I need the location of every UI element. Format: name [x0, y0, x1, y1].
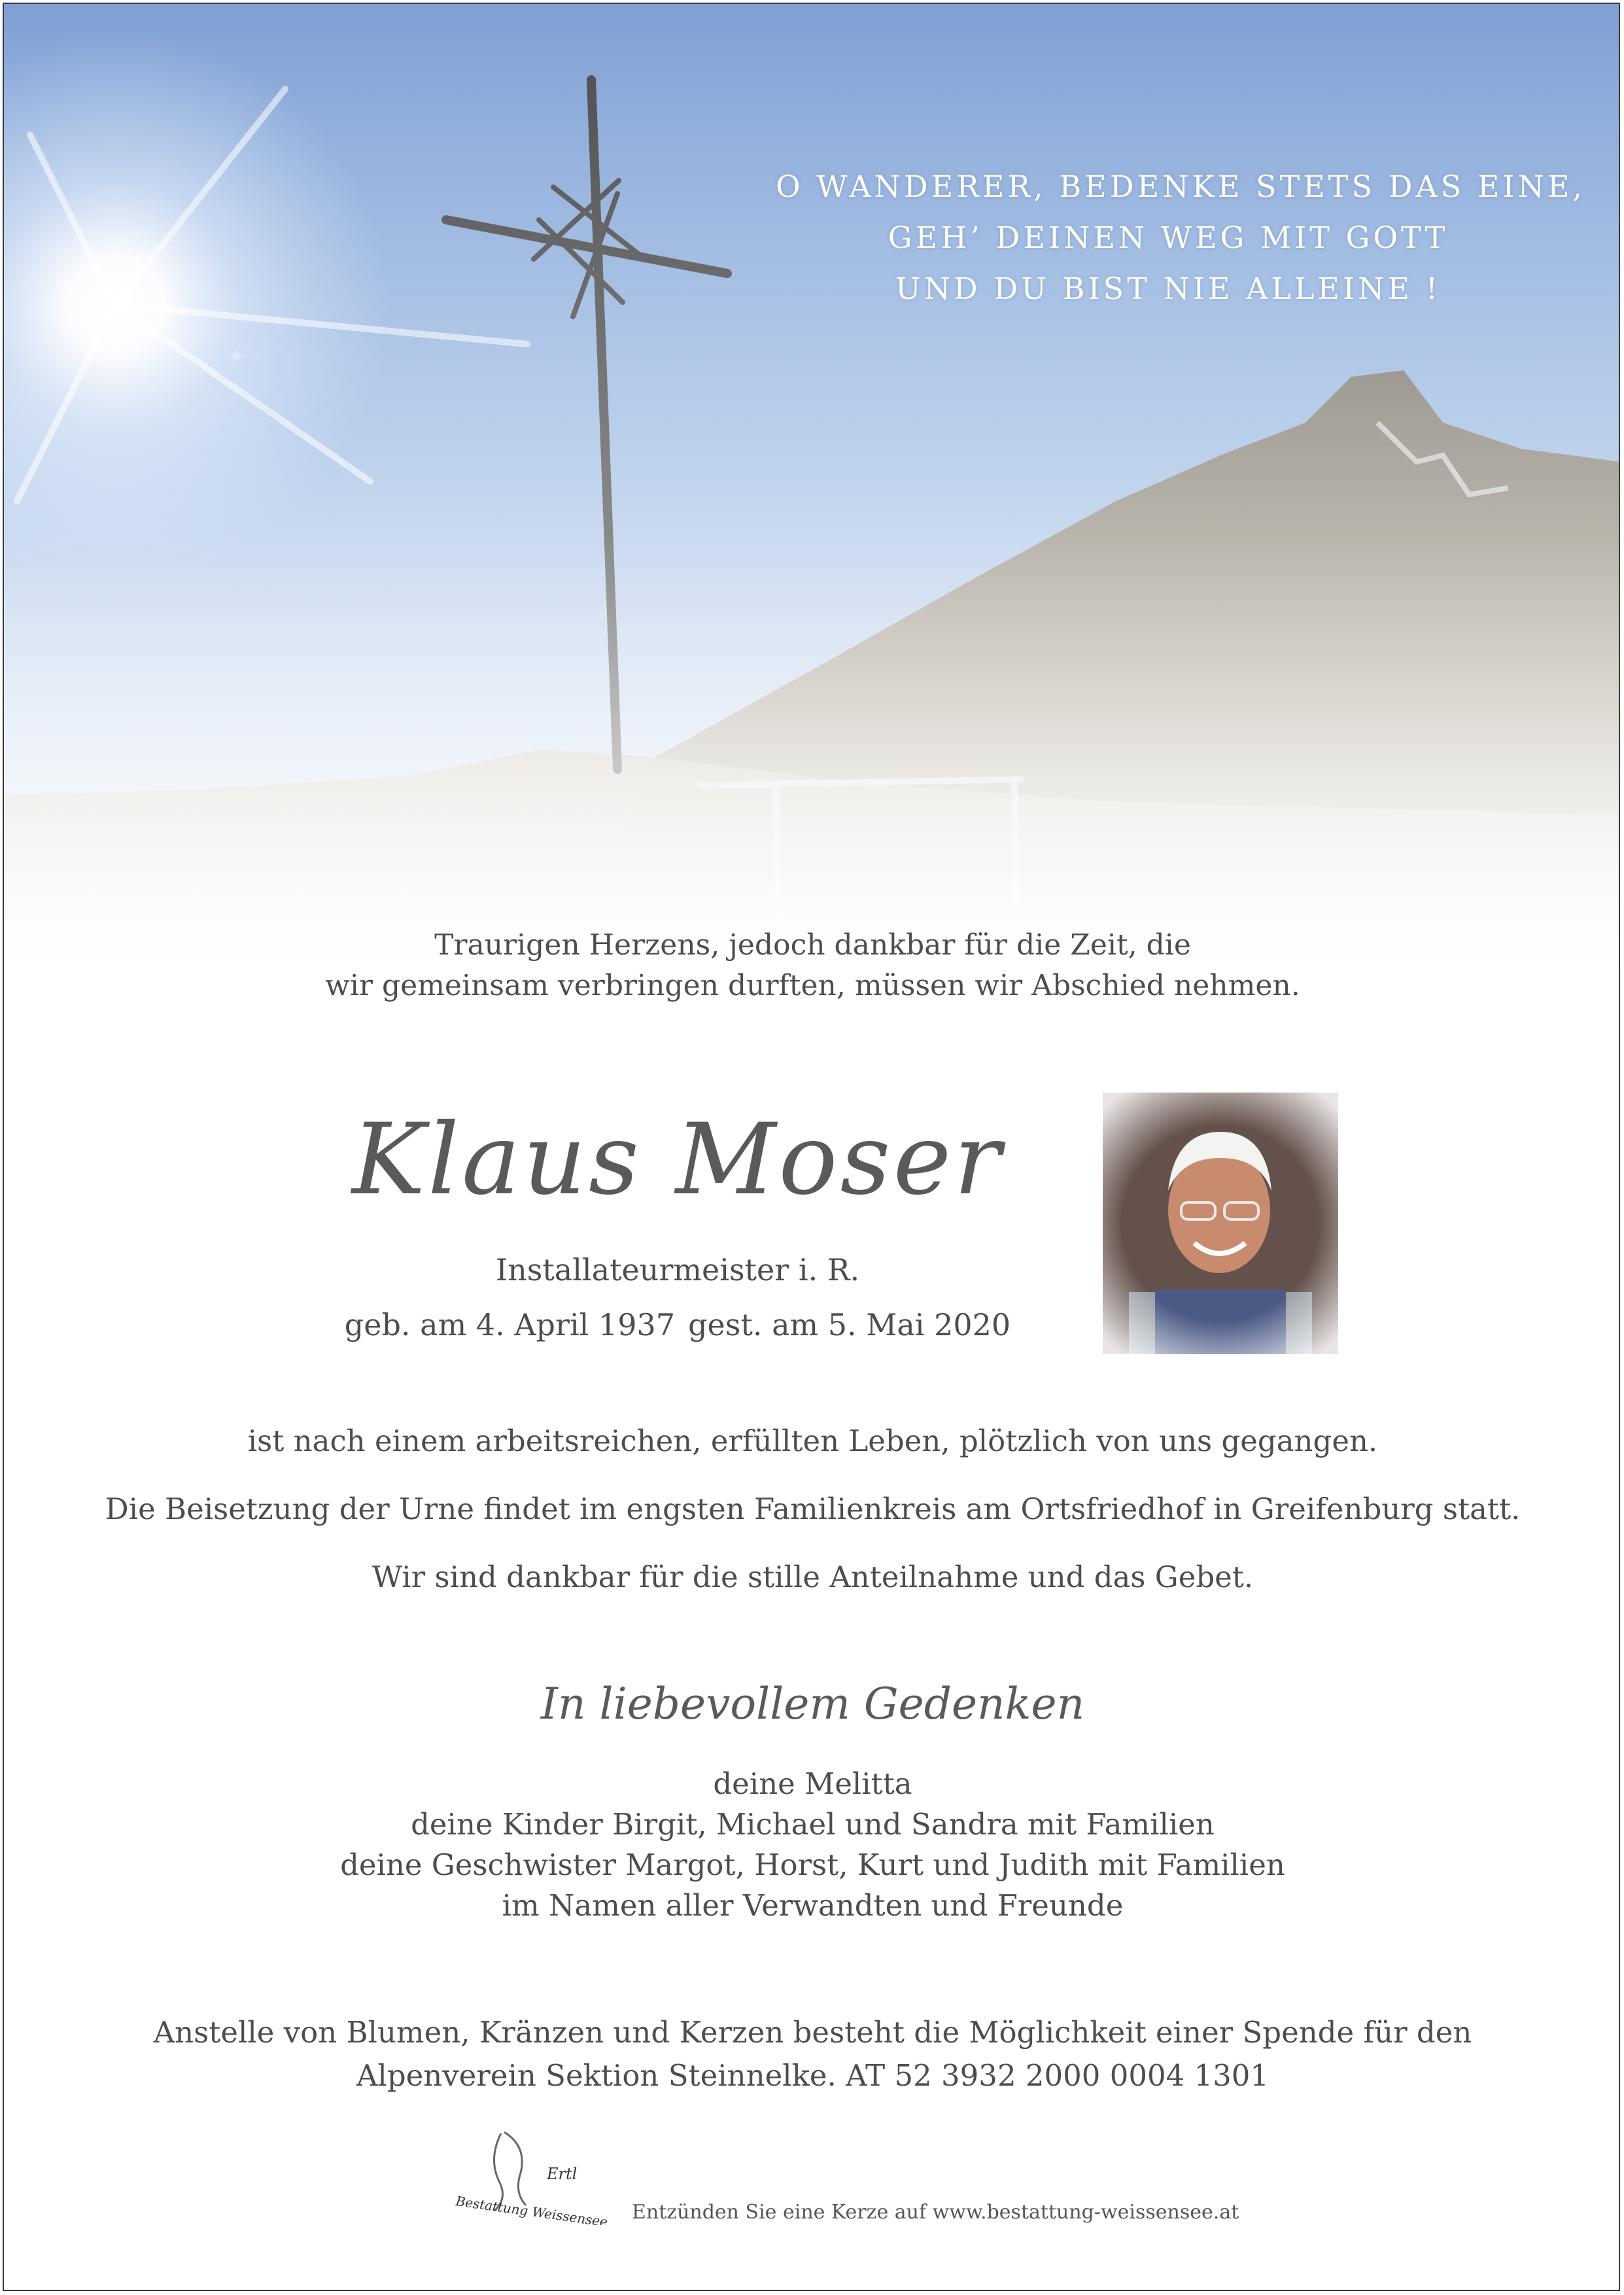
- deceased-profession: Installateurmeister i. R.: [495, 1252, 860, 1288]
- logo-brand-name: Bestattung Weissensee: [455, 2193, 609, 2225]
- life-dates: [292, 1307, 1063, 1342]
- donation-line: Alpenverein Sektion Steinnelke. AT 52 3932 2000 0004 1301: [356, 2058, 1270, 2093]
- deceased-name: Klaus Moser: [351, 1103, 1004, 1217]
- family-line: deine Melitta: [713, 1766, 912, 1801]
- donation-note: [4, 2011, 1620, 2097]
- memory-heading: In liebevollem Gedenken: [540, 1679, 1085, 1729]
- donation-line: Anstelle von Blumen, Kränzen und Kerzen besteht die Möglichkeit einer Spende für den: [153, 2015, 1472, 2050]
- quote-line: UND DU BIST NIE ALLEINE !: [895, 271, 1442, 306]
- family-line: deine Kinder Birgit, Michael und Sandra mit Familien: [411, 1807, 1215, 1842]
- quote-line: GEH’ DEINEN WEG MIT GOTT: [888, 220, 1449, 255]
- announcement-line: ist nach einem arbeitsreichen, erfüllten Leben, plötzlich von uns gegangen.: [247, 1424, 1378, 1458]
- hero-quote: [776, 161, 1586, 314]
- intro-text: [4, 925, 1620, 1006]
- candle-link-note: Entzünden Sie eine Kerze auf www.bestattung-weissensee.at: [632, 2201, 1239, 2224]
- announcement-line: Die Beisetzung der Urne findet im engsten Familienkreis am Ortsfriedhof in Greifenburg statt.: [105, 1492, 1521, 1526]
- family-line: deine Geschwister Margot, Horst, Kurt und Judith mit Familien: [340, 1848, 1285, 1882]
- birth-date: geb. am 4. April 1937: [344, 1307, 676, 1342]
- death-date: gest. am 5. Mai 2020: [688, 1307, 1011, 1342]
- family-line: im Namen aller Verwandten und Freunde: [502, 1888, 1124, 1923]
- family-list: [4, 1764, 1620, 1926]
- logo-brand-top: Ertl: [547, 2165, 578, 2183]
- announcement-line: Wir sind dankbar für die stille Anteilnahme und das Gebet.: [371, 1560, 1254, 1594]
- obituary-card: [3, 3, 1620, 2291]
- intro-line: wir gemeinsam verbringen durften, müssen wir Abschied nehmen.: [325, 969, 1300, 1002]
- portrait-photo: [1103, 1093, 1338, 1354]
- funeral-home-logo: [449, 2120, 619, 2225]
- quote-line: O WANDERER, BEDENKE STETS DAS EINE,: [776, 169, 1586, 204]
- announcement-text: [4, 1418, 1620, 1622]
- hero-image: [4, 4, 1620, 972]
- intro-line: Traurigen Herzens, jedoch dankbar für die Zeit, die: [434, 928, 1191, 962]
